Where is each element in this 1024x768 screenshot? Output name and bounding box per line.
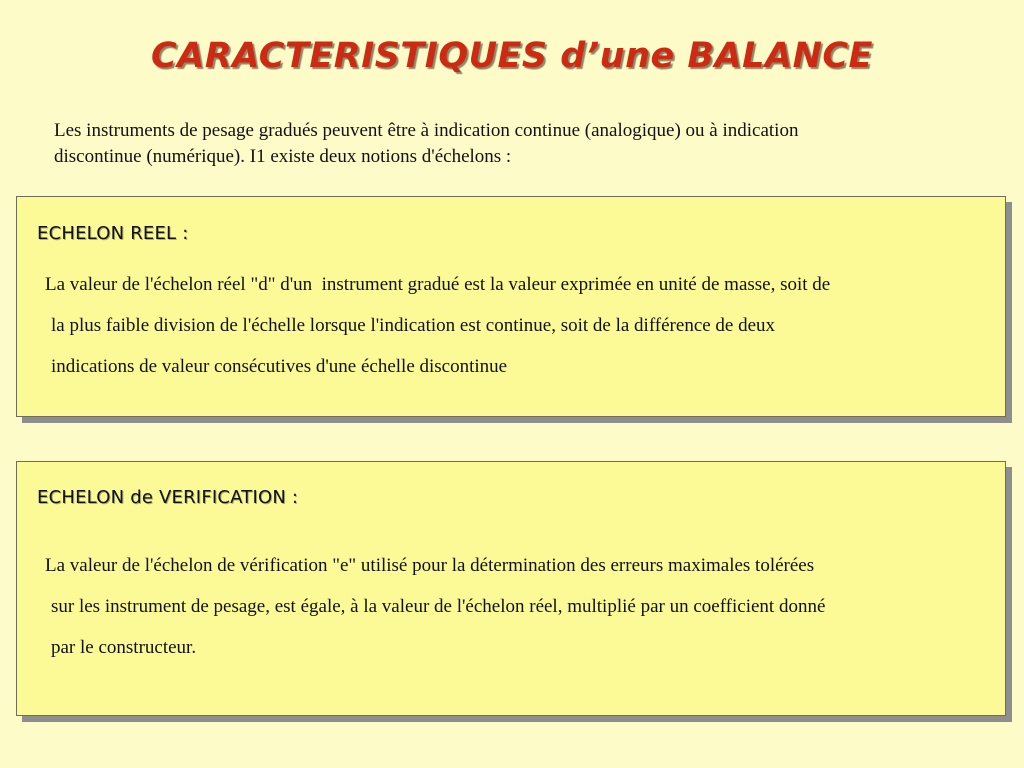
text-line: sur les instrument de pesage, est égale, à la valeur de l'échelon réel, multiplié par un coefficient donné xyxy=(51,596,826,617)
intro-paragraph xyxy=(54,118,984,170)
text-line: par le constructeur. xyxy=(51,637,197,658)
echelon-verification-box xyxy=(16,461,1006,716)
echelon-reel-heading: ECHELON REEL : xyxy=(37,223,189,244)
echelon-reel-text xyxy=(45,264,995,387)
echelon-reel-box xyxy=(16,196,1006,417)
intro-line: discontinue (numérique). I1 existe deux notions d'échelons : xyxy=(54,146,512,167)
text-line: La valeur de l'échelon de vérification "e" utilisé pour la détermination des erreurs maximales tolérées xyxy=(45,555,815,576)
text-line: la plus faible division de l'échelle lorsque l'indication est continue, soit de la différence de deux xyxy=(51,315,776,336)
page-title: CARACTERISTIQUES d’une BALANCE xyxy=(151,36,873,76)
text-line: indications de valeur consécutives d'une échelle discontinue xyxy=(51,356,508,377)
text-line: La valeur de l'échelon réel "d" d'un instrument gradué est la valeur exprimée en unité de masse, soit de xyxy=(45,274,831,295)
intro-line: Les instruments de pesage gradués peuvent être à indication continue (analogique) ou à indication xyxy=(54,120,799,141)
echelon-verification-heading: ECHELON de VERIFICATION : xyxy=(37,487,299,508)
echelon-verification-text xyxy=(45,545,995,668)
